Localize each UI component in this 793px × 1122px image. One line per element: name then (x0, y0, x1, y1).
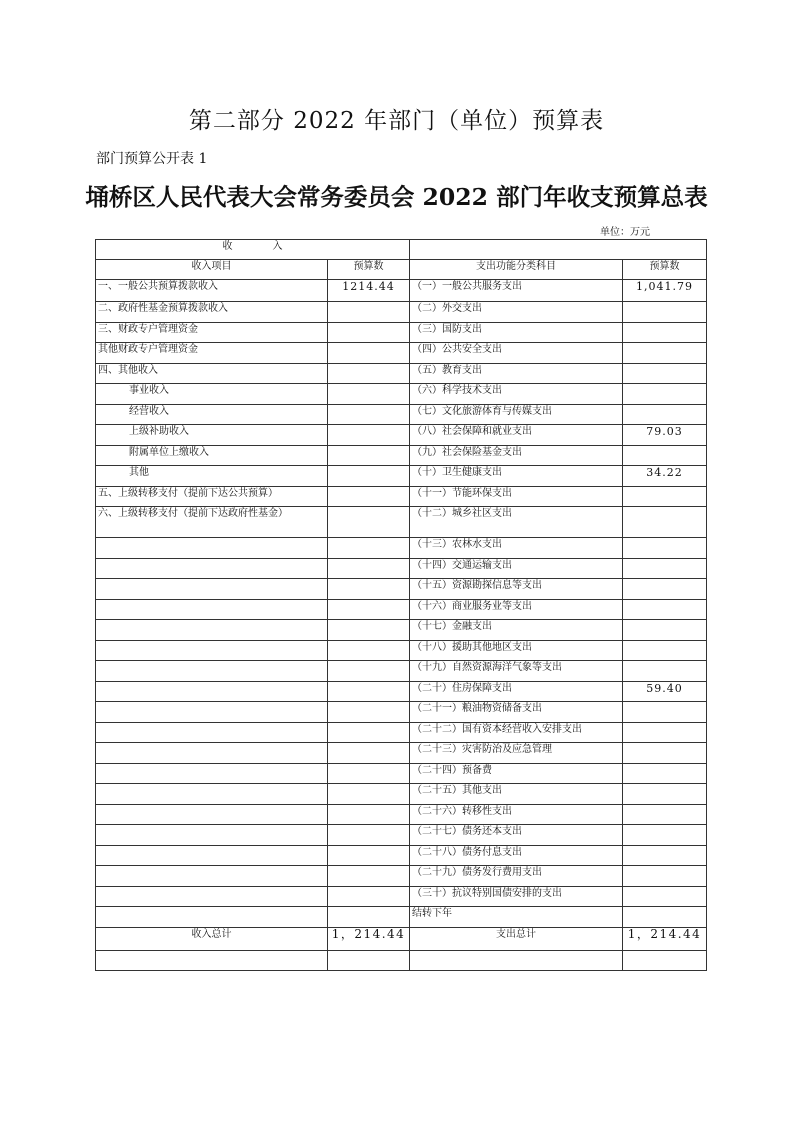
table-row (96, 302, 707, 323)
expense-total-value: 1，214.44 (623, 927, 707, 950)
income-amount-cell (328, 404, 410, 425)
income-item-cell (96, 538, 328, 559)
table-row (96, 558, 707, 579)
income-amount-cell (328, 302, 410, 323)
expense-item-cell: （十三）农林水支出 (410, 538, 623, 559)
income-amount-cell (328, 363, 410, 384)
income-item-cell: 上级补助收入 (96, 425, 328, 446)
table-row (96, 538, 707, 559)
income-amount-cell (328, 825, 410, 846)
income-amount-cell (328, 886, 410, 907)
expense-amount-cell (623, 404, 707, 425)
income-item-cell: 六、上级转移支付（提前下达政府性基金） (96, 507, 328, 538)
income-item-cell: 二、政府性基金预算拨款收入 (96, 302, 328, 323)
table-row (96, 322, 707, 343)
expense-item-cell: （五）教育支出 (410, 363, 623, 384)
expense-amount-cell (623, 661, 707, 682)
expense-item-cell: （二）外交支出 (410, 302, 623, 323)
table-row (96, 722, 707, 743)
table-row (96, 681, 707, 702)
empty-cell (623, 950, 707, 970)
expense-item-cell: （六）科学技术支出 (410, 384, 623, 405)
expense-item-cell: （二十二）国有资本经营收入安排支出 (410, 722, 623, 743)
income-amount-cell (328, 558, 410, 579)
table-row (96, 845, 707, 866)
expense-item-cell: （二十七）债务还本支出 (410, 825, 623, 846)
income-item-cell (96, 804, 328, 825)
table-row (96, 804, 707, 825)
expense-item-cell: （二十四）预备费 (410, 763, 623, 784)
table-row (96, 466, 707, 487)
expense-item-cell: （二十一）粮油物资储备支出 (410, 702, 623, 723)
income-amount-cell (328, 702, 410, 723)
expense-item-cell: （三十）抗议特别国债安排的支出 (410, 886, 623, 907)
income-item-cell (96, 845, 328, 866)
income-item-cell (96, 866, 328, 887)
expense-item-cell: （十）卫生健康支出 (410, 466, 623, 487)
expense-amount-cell (623, 599, 707, 620)
expense-amount-cell: 59.40 (623, 681, 707, 702)
table-row (96, 384, 707, 405)
expense-item-cell: （十九）自然资源海洋气象等支出 (410, 661, 623, 682)
income-amount-cell (328, 445, 410, 466)
unit-label: 单位：万元 (600, 227, 650, 238)
income-total-value: 1，214.44 (328, 927, 410, 950)
table-row (96, 886, 707, 907)
table-row (96, 507, 707, 538)
group-header-row (96, 240, 707, 260)
expense-total-label: 支出总计 (410, 927, 623, 950)
income-item-cell (96, 825, 328, 846)
expense-amount-cell: 34.22 (623, 466, 707, 487)
expense-item-cell: （二十五）其他支出 (410, 784, 623, 805)
expense-amount-cell: 79.03 (623, 425, 707, 446)
income-item-cell (96, 620, 328, 641)
table-row (96, 486, 707, 507)
budget-table (95, 239, 707, 971)
income-amount-cell (328, 743, 410, 764)
table-row (96, 907, 707, 928)
table-row (96, 343, 707, 364)
empty-cell (328, 950, 410, 970)
income-item-cell: 其他 (96, 466, 328, 487)
income-amount-cell (328, 322, 410, 343)
expense-item-cell: （二十）住房保障支出 (410, 681, 623, 702)
expense-amount-cell (623, 343, 707, 364)
table-row (96, 743, 707, 764)
expense-item-cell: 结转下年 (410, 907, 623, 928)
expense-amount-cell (623, 486, 707, 507)
table-row (96, 702, 707, 723)
expense-item-cell: （二十六）转移性支出 (410, 804, 623, 825)
income-amount-cell (328, 866, 410, 887)
expense-amount-cell (623, 763, 707, 784)
part-title: 第二部分 2022 年部门（单位）预算表 (188, 108, 605, 134)
table-row (96, 866, 707, 887)
income-amount-cell (328, 763, 410, 784)
expense-amount-header: 预算数 (623, 260, 707, 280)
expense-item-cell: （四）公共安全支出 (410, 343, 623, 364)
income-item-cell (96, 763, 328, 784)
table-row (96, 661, 707, 682)
expense-item-cell: （二十八）债务付息支出 (410, 845, 623, 866)
table-row (96, 640, 707, 661)
expense-amount-cell (623, 784, 707, 805)
income-item-cell (96, 784, 328, 805)
expense-amount-cell (623, 825, 707, 846)
page-title: 埇桥区人民代表大会常务委员会 2022 部门年收支预算总表 (85, 183, 708, 211)
income-item-cell (96, 743, 328, 764)
expense-item-cell: （十一）节能环保支出 (410, 486, 623, 507)
income-amount-cell: 1214.44 (328, 280, 410, 302)
income-amount-cell (328, 907, 410, 928)
income-amount-header: 预算数 (328, 260, 410, 280)
income-item-cell: 一、一般公共预算拨款收入 (96, 280, 328, 302)
income-item-cell (96, 640, 328, 661)
income-item-cell: 附属单位上缴收入 (96, 445, 328, 466)
income-item-cell: 五、上级转移支付（提前下达公共预算） (96, 486, 328, 507)
income-amount-cell (328, 538, 410, 559)
table-row (96, 579, 707, 600)
expense-amount-cell (623, 363, 707, 384)
income-item-cell (96, 558, 328, 579)
expense-amount-cell (623, 445, 707, 466)
table-row (96, 363, 707, 384)
income-amount-cell (328, 661, 410, 682)
table-row (96, 763, 707, 784)
empty-cell (410, 950, 623, 970)
empty-cell (96, 950, 328, 970)
expense-item-cell: （三）国防支出 (410, 322, 623, 343)
income-total-label: 收入总计 (96, 927, 328, 950)
expense-amount-cell (623, 722, 707, 743)
empty-row (96, 950, 707, 970)
expense-amount-cell (623, 558, 707, 579)
table-row (96, 280, 707, 302)
expense-item-cell: （十二）城乡社区支出 (410, 507, 623, 538)
income-amount-cell (328, 784, 410, 805)
income-item-cell: 事业收入 (96, 384, 328, 405)
income-amount-cell (328, 384, 410, 405)
expense-amount-cell (623, 845, 707, 866)
expense-amount-cell (623, 620, 707, 641)
expense-amount-cell (623, 302, 707, 323)
table-row (96, 825, 707, 846)
income-item-cell (96, 886, 328, 907)
income-amount-cell (328, 466, 410, 487)
income-item-cell (96, 661, 328, 682)
expense-amount-cell (623, 640, 707, 661)
income-item-cell (96, 599, 328, 620)
income-item-cell: 三、财政专户管理资金 (96, 322, 328, 343)
expense-item-cell: （一）一般公共服务支出 (410, 280, 623, 302)
expense-amount-cell (623, 384, 707, 405)
income-amount-cell (328, 620, 410, 641)
table-row (96, 404, 707, 425)
income-amount-cell (328, 507, 410, 538)
expense-item-cell: （十六）商业服务业等支出 (410, 599, 623, 620)
income-item-cell (96, 907, 328, 928)
income-amount-cell (328, 845, 410, 866)
table-row (96, 445, 707, 466)
expense-amount-cell (623, 743, 707, 764)
expense-item-cell: （九）社会保险基金支出 (410, 445, 623, 466)
table-row (96, 425, 707, 446)
table-row (96, 784, 707, 805)
expense-item-cell: （七）文化旅游体育与传媒支出 (410, 404, 623, 425)
income-item-cell (96, 681, 328, 702)
income-amount-cell (328, 640, 410, 661)
expense-item-cell: （八）社会保障和就业支出 (410, 425, 623, 446)
income-amount-cell (328, 804, 410, 825)
income-item-cell (96, 722, 328, 743)
income-item-cell (96, 579, 328, 600)
expense-amount-cell: 1,041.79 (623, 280, 707, 302)
income-group-header: 收 入 (96, 240, 410, 260)
expense-item-header: 支出功能分类科目 (410, 260, 623, 280)
expense-item-cell: （十四）交通运输支出 (410, 558, 623, 579)
income-amount-cell (328, 599, 410, 620)
expense-item-cell: （十八）援助其他地区支出 (410, 640, 623, 661)
expense-amount-cell (623, 907, 707, 928)
income-amount-cell (328, 681, 410, 702)
expense-amount-cell (623, 579, 707, 600)
expense-item-cell: （十五）资源勘探信息等支出 (410, 579, 623, 600)
income-item-cell: 经营收入 (96, 404, 328, 425)
income-amount-cell (328, 486, 410, 507)
income-item-header: 收入项目 (96, 260, 328, 280)
expense-amount-cell (623, 804, 707, 825)
expense-amount-cell (623, 886, 707, 907)
income-amount-cell (328, 425, 410, 446)
column-header-row (96, 260, 707, 280)
income-item-cell: 其他财政专户管理资金 (96, 343, 328, 364)
table-number: 部门预算公开表 1 (96, 151, 208, 167)
expense-amount-cell (623, 507, 707, 538)
expense-item-cell: （二十九）债务发行费用支出 (410, 866, 623, 887)
income-item-cell: 四、其他收入 (96, 363, 328, 384)
expense-group-header (410, 240, 707, 260)
totals-row (96, 927, 707, 950)
income-item-cell (96, 702, 328, 723)
table-row (96, 599, 707, 620)
income-amount-cell (328, 722, 410, 743)
expense-item-cell: （十七）金融支出 (410, 620, 623, 641)
table-row (96, 620, 707, 641)
expense-amount-cell (623, 538, 707, 559)
expense-item-cell: （二十三）灾害防治及应急管理 (410, 743, 623, 764)
income-amount-cell (328, 343, 410, 364)
income-amount-cell (328, 579, 410, 600)
expense-amount-cell (623, 322, 707, 343)
expense-amount-cell (623, 866, 707, 887)
expense-amount-cell (623, 702, 707, 723)
